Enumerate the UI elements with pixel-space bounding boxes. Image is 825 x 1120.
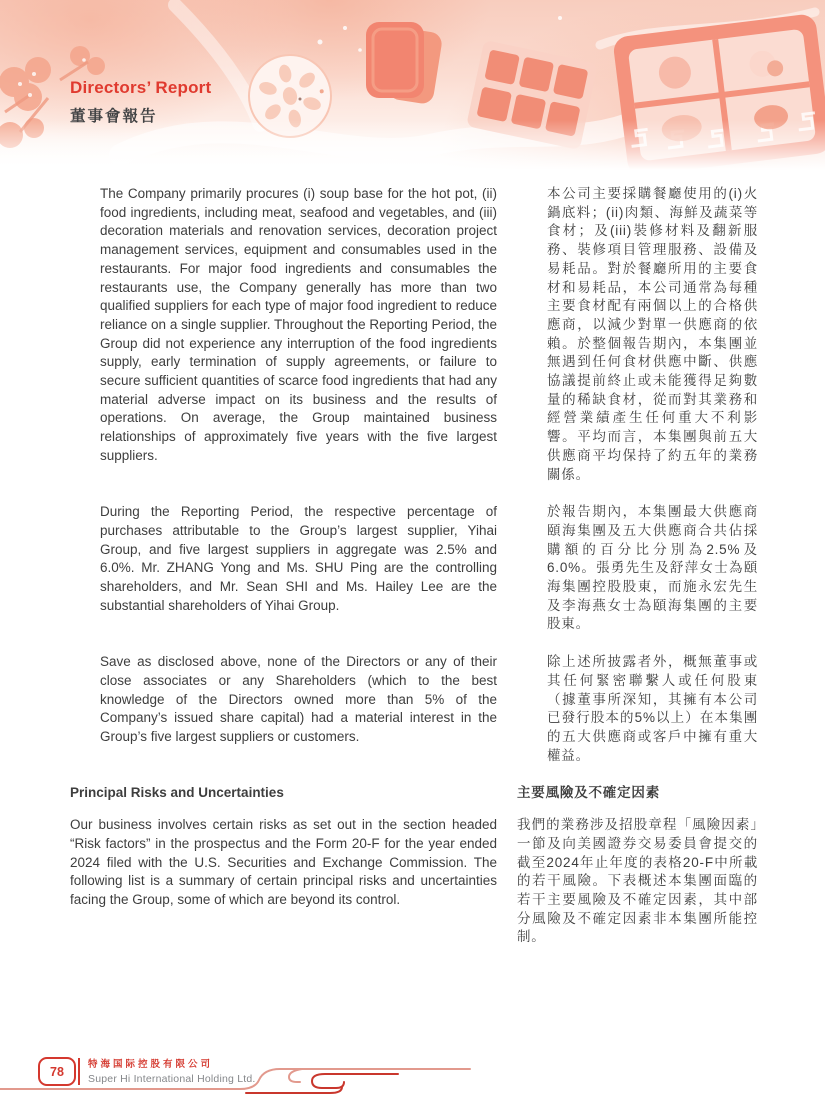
footer-divider xyxy=(78,1058,80,1085)
company-name-en: Super Hi International Holding Ltd. xyxy=(88,1073,256,1085)
paragraph-zh: 除上述所披露者外，概無董事或其任何緊密聯繫人或任何股東（據董事所深知，其擁有本公司已發行股本的5%以上）在本集團的五大供應商或客戶中擁有重大權益。 xyxy=(547,654,758,763)
paragraph-row xyxy=(70,653,758,765)
main-content xyxy=(70,185,758,966)
meat-slab-icon xyxy=(366,22,443,105)
paragraph-en: Our business involves certain risks as set out in the section headed “Risk factors” in the prospectus and the Form 20-F for the year ended 2024 filed with the U.S. Securities and Exchange Commission. The following list is a summary of certain principal risks and uncertainties facing the Group, some of which are beyond its control. xyxy=(70,817,497,907)
section-heading-zh: 主要風險及不確定因素 xyxy=(517,785,660,801)
paragraph-en: During the Reporting Period, the respective percentage of purchases attributable to the Group’s largest supplier, Yihai Group, and five largest suppliers in aggregate was 2.5% and 6.0%. Mr. ZHANG Yong and Ms. SHU Ping are the controlling shareholders, and Mr. Sean SHI and Ms. Hailey Lee are the substantial shareholders of Yihai Group. xyxy=(100,504,497,613)
page-title-zh: 董事會報告 xyxy=(70,108,158,125)
section-heading-row xyxy=(70,784,758,803)
company-name-zh: 特海国际控股有限公司 xyxy=(88,1059,214,1070)
paragraph-row xyxy=(70,816,758,947)
page-title: Directors’ Report xyxy=(70,78,212,97)
paragraph-zh: 於報告期內，本集團最大供應商頤海集團及五大供應商合共佔採購額的百分比分別為2.5%及6.0%。張勇先生及舒萍女士為頤海集團控股股東，而施永宏先生及李海燕女士為頤海集團的主要股東。 xyxy=(547,504,758,632)
page-number-badge: 78 xyxy=(38,1057,76,1086)
paragraph-en: The Company primarily procures (i) soup base for the hot pot, (ii) food ingredients, including meat, seafood and vegetables, and (iii) decoration materials and renovation services, decoration project management services, equipment and consumables used in the restaurants. For major food ingredients and consumables the restaurants use, the Company generally has more than two qualified suppliers for each type of major food ingredient to reduce reliance on a single supplier. Throughout the Reporting Period, the Group did not experience any interruption of the food ingredients supply, early termination of supply agreements, or failure to secure sufficient quantities of scarce food ingredients that had any material adverse impact on its business and the results of operations. On average, the Group maintained business relationships of approximately five years with the five largest suppliers. xyxy=(100,186,497,463)
company-name-block xyxy=(88,1056,256,1085)
section-heading-en: Principal Risks and Uncertainties xyxy=(70,785,284,801)
paragraph-zh: 我們的業務涉及招股章程「風險因素」一節及向美國證券交易委員會提交的截至2024年止年度的表格20-F中所載的若干風險。下表概述本集團面臨的若干主要風險及不確定因素，其中部分風險及不確定因素非本集團所能控制。 xyxy=(517,817,758,945)
header-banner xyxy=(0,0,825,170)
paragraph-row xyxy=(70,503,758,634)
paragraph-zh: 本公司主要採購餐廳使用的(i)火鍋底料；(ii)肉類、海鮮及蔬菜等食材；及(iii)裝修材料及翻新服務、裝修項目管理服務、設備及易耗品。對於餐廳所用的主要食材和易耗品，本公司通常為每種主要食材配有兩個以上的合格供應商，以減少對單一供應商的依賴。於整個報告期內，本集團並無遇到任何食材供應中斷、供應協議提前終止或未能獲得足夠數量的稀缺食材，從而對其業務和經營業績產生任何重大不利影響。平均而言，本集團與前五大供應商平均保持了約五年的業務關係。 xyxy=(547,186,758,482)
paragraph-row xyxy=(70,185,758,484)
page-footer xyxy=(0,1050,825,1120)
paragraph-en: Save as disclosed above, none of the Directors or any of their close associates or any Shareholders (which to the best knowledge of the Directors owned more than 5% of the Company’s issued share capital) had a material interest in the Group’s five largest suppliers or customers. xyxy=(100,654,497,744)
